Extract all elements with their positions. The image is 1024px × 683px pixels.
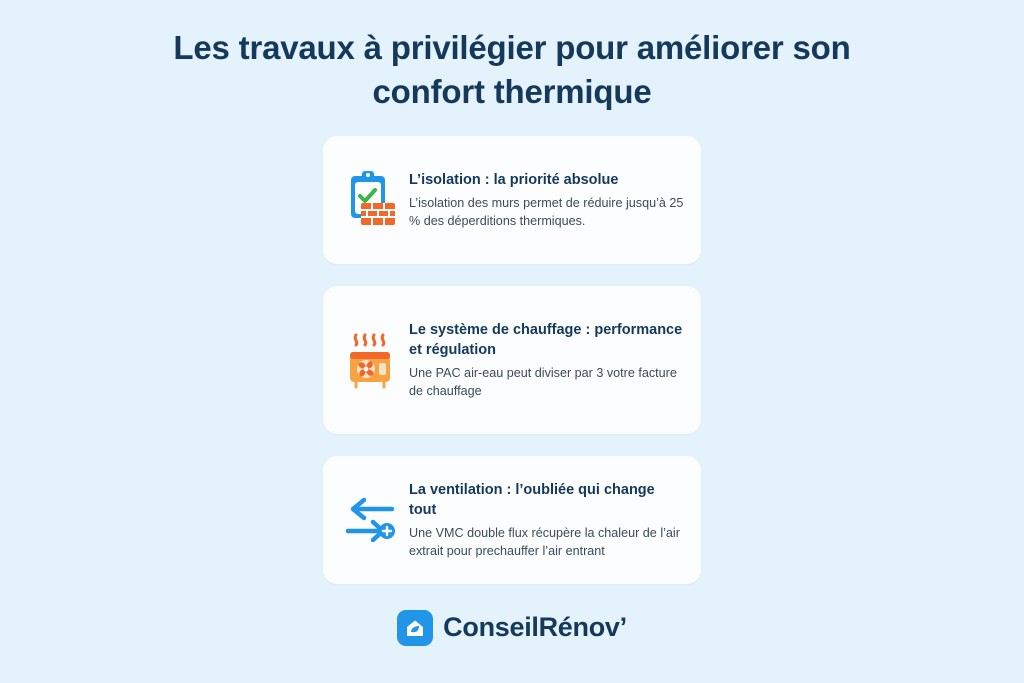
heater-icon (341, 329, 399, 391)
card-body (409, 169, 685, 231)
clipboard-brick-icon (341, 169, 399, 231)
card-text: Une VMC double flux récupère la chaleur de l’air extrait pour prechauffer l’air entrant (409, 525, 680, 559)
list-item (323, 456, 701, 584)
card-body (409, 319, 685, 400)
card-title: Le système de chauffage : performance et régulation (409, 322, 683, 358)
card-title: La ventilation : l’oubliée qui change tout (409, 482, 655, 518)
card-title: L’isolation : la priorité absolue (409, 171, 619, 188)
page-title: Les travaux à privilégier pour améliorer son confort thermique (173, 29, 851, 110)
card-body (409, 479, 685, 560)
brand-footer (0, 610, 1024, 646)
cards-list (323, 136, 701, 584)
list-item (323, 136, 701, 264)
house-leaf-logo-icon (397, 610, 433, 646)
brand-name: ConseilRénov’ (443, 612, 627, 643)
card-text: L’isolation des murs permet de réduire jusqu’à 25 % des déperditions thermiques. (409, 196, 684, 229)
list-item (323, 286, 701, 434)
ventilation-arrows-icon (341, 489, 399, 551)
card-text: Une PAC air-eau peut diviser par 3 votre facture de chauffage (409, 365, 677, 399)
